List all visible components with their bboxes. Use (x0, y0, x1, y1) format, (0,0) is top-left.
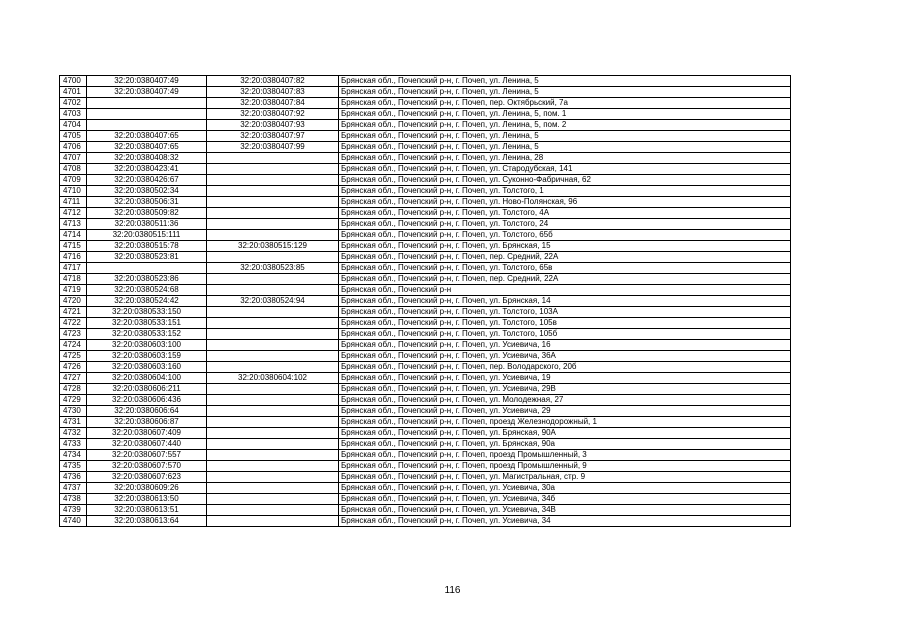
object-cadastral-number-cell (207, 208, 339, 219)
object-cadastral-number-cell (207, 230, 339, 241)
row-number-cell: 4706 (60, 142, 87, 153)
cadastral-number-cell (87, 263, 207, 274)
object-cadastral-number-cell (207, 219, 339, 230)
row-number-cell: 4716 (60, 252, 87, 263)
table-row (60, 109, 791, 120)
address-cell: Брянская обл., Почепский р-н, г. Почеп, проезд Железнодорожный, 1 (339, 417, 791, 428)
object-cadastral-number-cell: 32:20:0380524:94 (207, 296, 339, 307)
row-number-cell: 4719 (60, 285, 87, 296)
object-cadastral-number-cell (207, 417, 339, 428)
object-cadastral-number-cell (207, 395, 339, 406)
table-row (60, 219, 791, 230)
row-number-cell: 4735 (60, 461, 87, 472)
cadastral-number-cell: 32:20:0380524:42 (87, 296, 207, 307)
table-row (60, 450, 791, 461)
address-cell: Брянская обл., Почепский р-н, г. Почеп, ул. Толстого, 65в (339, 263, 791, 274)
address-cell: Брянская обл., Почепский р-н (339, 285, 791, 296)
address-cell: Брянская обл., Почепский р-н, г. Почеп, ул. Суконно-Фабричная, 62 (339, 175, 791, 186)
row-number-cell: 4729 (60, 395, 87, 406)
object-cadastral-number-cell (207, 252, 339, 263)
cadastral-number-cell: 32:20:0380607:557 (87, 450, 207, 461)
object-cadastral-number-cell: 32:20:0380515:129 (207, 241, 339, 252)
object-cadastral-number-cell: 32:20:0380407:84 (207, 98, 339, 109)
object-cadastral-number-cell (207, 329, 339, 340)
object-cadastral-number-cell (207, 483, 339, 494)
address-cell: Брянская обл., Почепский р-н, г. Почеп, ул. Ленина, 5, пом. 2 (339, 120, 791, 131)
row-number-cell: 4718 (60, 274, 87, 285)
row-number-cell: 4733 (60, 439, 87, 450)
object-cadastral-number-cell (207, 307, 339, 318)
row-number-cell: 4734 (60, 450, 87, 461)
table-row (60, 164, 791, 175)
row-number-cell: 4731 (60, 417, 87, 428)
address-cell: Брянская обл., Почепский р-н, г. Почеп, ул. Толстого, 103А (339, 307, 791, 318)
cadastral-number-cell: 32:20:0380515:111 (87, 230, 207, 241)
table-row (60, 461, 791, 472)
row-number-cell: 4705 (60, 131, 87, 142)
row-number-cell: 4726 (60, 362, 87, 373)
cadastral-number-cell: 32:20:0380523:86 (87, 274, 207, 285)
address-cell: Брянская обл., Почепский р-н, г. Почеп, проезд Промышленный, 3 (339, 450, 791, 461)
cadastral-number-cell: 32:20:0380607:409 (87, 428, 207, 439)
cadastral-number-cell: 32:20:0380515:78 (87, 241, 207, 252)
row-number-cell: 4710 (60, 186, 87, 197)
address-cell: Брянская обл., Почепский р-н, г. Почеп, ул. Толстого, 105б (339, 329, 791, 340)
row-number-cell: 4727 (60, 373, 87, 384)
cadastral-number-cell: 32:20:0380613:64 (87, 516, 207, 527)
cadastral-number-cell: 32:20:0380407:49 (87, 76, 207, 87)
table-row (60, 87, 791, 98)
table-row (60, 318, 791, 329)
cadastral-number-cell: 32:20:0380423:41 (87, 164, 207, 175)
cadastral-number-cell: 32:20:0380609:26 (87, 483, 207, 494)
cadastral-number-cell: 32:20:0380426:67 (87, 175, 207, 186)
table-row (60, 252, 791, 263)
address-cell: Брянская обл., Почепский р-н, г. Почеп, ул. Толстого, 105в (339, 318, 791, 329)
address-cell: Брянская обл., Почепский р-н, г. Почеп, ул. Усиевича, 36А (339, 351, 791, 362)
row-number-cell: 4717 (60, 263, 87, 274)
row-number-cell: 4730 (60, 406, 87, 417)
cadastral-number-cell: 32:20:0380613:51 (87, 505, 207, 516)
object-cadastral-number-cell (207, 175, 339, 186)
object-cadastral-number-cell (207, 197, 339, 208)
object-cadastral-number-cell (207, 362, 339, 373)
object-cadastral-number-cell: 32:20:0380407:83 (207, 87, 339, 98)
object-cadastral-number-cell (207, 318, 339, 329)
cadastral-number-cell: 32:20:0380607:440 (87, 439, 207, 450)
object-cadastral-number-cell: 32:20:0380407:92 (207, 109, 339, 120)
object-cadastral-number-cell (207, 450, 339, 461)
object-cadastral-number-cell (207, 406, 339, 417)
cadastral-number-cell (87, 98, 207, 109)
address-cell: Брянская обл., Почепский р-н, г. Почеп, пер. Володарского, 20б (339, 362, 791, 373)
table-row (60, 505, 791, 516)
row-number-cell: 4732 (60, 428, 87, 439)
cadastral-number-cell: 32:20:0380502:34 (87, 186, 207, 197)
table-row (60, 208, 791, 219)
row-number-cell: 4700 (60, 76, 87, 87)
cadastral-number-cell: 32:20:0380604:100 (87, 373, 207, 384)
object-cadastral-number-cell: 32:20:0380523:85 (207, 263, 339, 274)
cadastral-number-cell: 32:20:0380613:50 (87, 494, 207, 505)
table-row (60, 483, 791, 494)
address-cell: Брянская обл., Почепский р-н, г. Почеп, ул. Ленина, 5 (339, 142, 791, 153)
table-row (60, 241, 791, 252)
table-row (60, 175, 791, 186)
table-row (60, 351, 791, 362)
row-number-cell: 4711 (60, 197, 87, 208)
address-cell: Брянская обл., Почепский р-н, г. Почеп, ул. Толстого, 65б (339, 230, 791, 241)
table-row (60, 186, 791, 197)
cadastral-number-cell: 32:20:0380407:65 (87, 142, 207, 153)
cadastral-number-cell (87, 120, 207, 131)
row-number-cell: 4728 (60, 384, 87, 395)
row-number-cell: 4720 (60, 296, 87, 307)
cadastral-number-cell: 32:20:0380606:64 (87, 406, 207, 417)
table-row (60, 142, 791, 153)
row-number-cell: 4702 (60, 98, 87, 109)
object-cadastral-number-cell: 32:20:0380407:93 (207, 120, 339, 131)
object-cadastral-number-cell: 32:20:0380407:97 (207, 131, 339, 142)
cadastral-number-cell: 32:20:0380603:159 (87, 351, 207, 362)
object-cadastral-number-cell (207, 384, 339, 395)
row-number-cell: 4722 (60, 318, 87, 329)
row-number-cell: 4701 (60, 87, 87, 98)
table-row (60, 98, 791, 109)
table-row (60, 494, 791, 505)
object-cadastral-number-cell (207, 186, 339, 197)
address-cell: Брянская обл., Почепский р-н, г. Почеп, ул. Ленина, 5 (339, 87, 791, 98)
cadastral-number-cell: 32:20:0380408:32 (87, 153, 207, 164)
row-number-cell: 4725 (60, 351, 87, 362)
address-cell: Брянская обл., Почепский р-н, г. Почеп, ул. Усиевича, 29В (339, 384, 791, 395)
table-row (60, 120, 791, 131)
cadastral-number-cell: 32:20:0380606:211 (87, 384, 207, 395)
table-row (60, 76, 791, 87)
row-number-cell: 4715 (60, 241, 87, 252)
table-row (60, 329, 791, 340)
table-row (60, 285, 791, 296)
object-cadastral-number-cell (207, 164, 339, 175)
page-number: 116 (444, 585, 461, 596)
address-cell: Брянская обл., Почепский р-н, г. Почеп, ул. Толстого, 1 (339, 186, 791, 197)
table-row (60, 230, 791, 241)
cadastral-number-cell: 32:20:0380606:436 (87, 395, 207, 406)
address-cell: Брянская обл., Почепский р-н, г. Почеп, ул. Ново-Полянская, 96 (339, 197, 791, 208)
table-row (60, 263, 791, 274)
table-row (60, 197, 791, 208)
row-number-cell: 4738 (60, 494, 87, 505)
row-number-cell: 4736 (60, 472, 87, 483)
address-cell: Брянская обл., Почепский р-н, г. Почеп, ул. Брянская, 90А (339, 428, 791, 439)
address-cell: Брянская обл., Почепский р-н, г. Почеп, ул. Ленина, 5 (339, 76, 791, 87)
address-cell: Брянская обл., Почепский р-н, г. Почеп, ул. Толстого, 4А (339, 208, 791, 219)
address-cell: Брянская обл., Почепский р-н, г. Почеп, ул. Усиевича, 34б (339, 494, 791, 505)
cadastral-number-cell: 32:20:0380533:151 (87, 318, 207, 329)
cadastral-number-cell: 32:20:0380607:570 (87, 461, 207, 472)
object-cadastral-number-cell (207, 472, 339, 483)
cadastral-number-cell: 32:20:0380603:100 (87, 340, 207, 351)
row-number-cell: 4712 (60, 208, 87, 219)
table-row (60, 307, 791, 318)
address-cell: Брянская обл., Почепский р-н, г. Почеп, пер. Средний, 22А (339, 252, 791, 263)
table-row (60, 428, 791, 439)
address-cell: Брянская обл., Почепский р-н, г. Почеп, ул. Ленина, 5 (339, 131, 791, 142)
object-cadastral-number-cell (207, 439, 339, 450)
cadastral-number-cell (87, 109, 207, 120)
cadastral-number-cell: 32:20:0380523:81 (87, 252, 207, 263)
address-cell: Брянская обл., Почепский р-н, г. Почеп, ул. Усиевича, 34В (339, 505, 791, 516)
table-row (60, 406, 791, 417)
address-cell: Брянская обл., Почепский р-н, г. Почеп, ул. Брянская, 15 (339, 241, 791, 252)
address-cell: Брянская обл., Почепский р-н, г. Почеп, ул. Усиевича, 30а (339, 483, 791, 494)
row-number-cell: 4708 (60, 164, 87, 175)
table-row (60, 516, 791, 527)
address-cell: Брянская обл., Почепский р-н, г. Почеп, ул. Стародубская, 141 (339, 164, 791, 175)
address-cell: Брянская обл., Почепский р-н, г. Почеп, ул. Брянская, 90а (339, 439, 791, 450)
object-cadastral-number-cell (207, 516, 339, 527)
object-cadastral-number-cell (207, 153, 339, 164)
object-cadastral-number-cell (207, 461, 339, 472)
table-row (60, 296, 791, 307)
cadastral-number-cell: 32:20:0380407:49 (87, 87, 207, 98)
cadastral-number-cell: 32:20:0380533:150 (87, 307, 207, 318)
object-cadastral-number-cell (207, 428, 339, 439)
table-row (60, 153, 791, 164)
address-cell: Брянская обл., Почепский р-н, г. Почеп, пер. Октябрьский, 7а (339, 98, 791, 109)
address-cell: Брянская обл., Почепский р-н, г. Почеп, ул. Усиевича, 34 (339, 516, 791, 527)
cadastral-number-cell: 32:20:0380407:65 (87, 131, 207, 142)
row-number-cell: 4740 (60, 516, 87, 527)
object-cadastral-number-cell: 32:20:0380407:99 (207, 142, 339, 153)
row-number-cell: 4703 (60, 109, 87, 120)
address-cell: Брянская обл., Почепский р-н, г. Почеп, ул. Брянская, 14 (339, 296, 791, 307)
table-row (60, 131, 791, 142)
row-number-cell: 4709 (60, 175, 87, 186)
address-cell: Брянская обл., Почепский р-н, г. Почеп, проезд Промышленный, 9 (339, 461, 791, 472)
table-row (60, 417, 791, 428)
table-body (60, 76, 791, 527)
table-row (60, 274, 791, 285)
property-table (59, 75, 791, 527)
address-cell: Брянская обл., Почепский р-н, г. Почеп, ул. Усиевича, 16 (339, 340, 791, 351)
row-number-cell: 4724 (60, 340, 87, 351)
row-number-cell: 4707 (60, 153, 87, 164)
table-row (60, 373, 791, 384)
object-cadastral-number-cell (207, 340, 339, 351)
object-cadastral-number-cell (207, 274, 339, 285)
address-cell: Брянская обл., Почепский р-н, г. Почеп, ул. Ленина, 28 (339, 153, 791, 164)
table-row (60, 340, 791, 351)
row-number-cell: 4739 (60, 505, 87, 516)
cadastral-number-cell: 32:20:0380524:68 (87, 285, 207, 296)
row-number-cell: 4713 (60, 219, 87, 230)
object-cadastral-number-cell (207, 505, 339, 516)
row-number-cell: 4721 (60, 307, 87, 318)
table-row (60, 384, 791, 395)
cadastral-number-cell: 32:20:0380603:160 (87, 362, 207, 373)
table-row (60, 439, 791, 450)
table-row (60, 395, 791, 406)
object-cadastral-number-cell: 32:20:0380604:102 (207, 373, 339, 384)
cadastral-number-cell: 32:20:0380533:152 (87, 329, 207, 340)
address-cell: Брянская обл., Почепский р-н, г. Почеп, ул. Ленина, 5, пом. 1 (339, 109, 791, 120)
address-cell: Брянская обл., Почепский р-н, г. Почеп, ул. Толстого, 24 (339, 219, 791, 230)
table-row (60, 472, 791, 483)
table-row (60, 362, 791, 373)
object-cadastral-number-cell: 32:20:0380407:82 (207, 76, 339, 87)
cadastral-number-cell: 32:20:0380509:82 (87, 208, 207, 219)
address-cell: Брянская обл., Почепский р-н, г. Почеп, пер. Средний, 22А (339, 274, 791, 285)
object-cadastral-number-cell (207, 351, 339, 362)
row-number-cell: 4723 (60, 329, 87, 340)
address-cell: Брянская обл., Почепский р-н, г. Почеп, ул. Усиевича, 29 (339, 406, 791, 417)
row-number-cell: 4737 (60, 483, 87, 494)
row-number-cell: 4714 (60, 230, 87, 241)
row-number-cell: 4704 (60, 120, 87, 131)
object-cadastral-number-cell (207, 285, 339, 296)
object-cadastral-number-cell (207, 494, 339, 505)
address-cell: Брянская обл., Почепский р-н, г. Почеп, ул. Магистральная, стр. 9 (339, 472, 791, 483)
cadastral-number-cell: 32:20:0380606:87 (87, 417, 207, 428)
cadastral-number-cell: 32:20:0380607:623 (87, 472, 207, 483)
address-cell: Брянская обл., Почепский р-н, г. Почеп, ул. Молодежная, 27 (339, 395, 791, 406)
address-cell: Брянская обл., Почепский р-н, г. Почеп, ул. Усиевича, 19 (339, 373, 791, 384)
cadastral-number-cell: 32:20:0380511:36 (87, 219, 207, 230)
cadastral-number-cell: 32:20:0380506:31 (87, 197, 207, 208)
